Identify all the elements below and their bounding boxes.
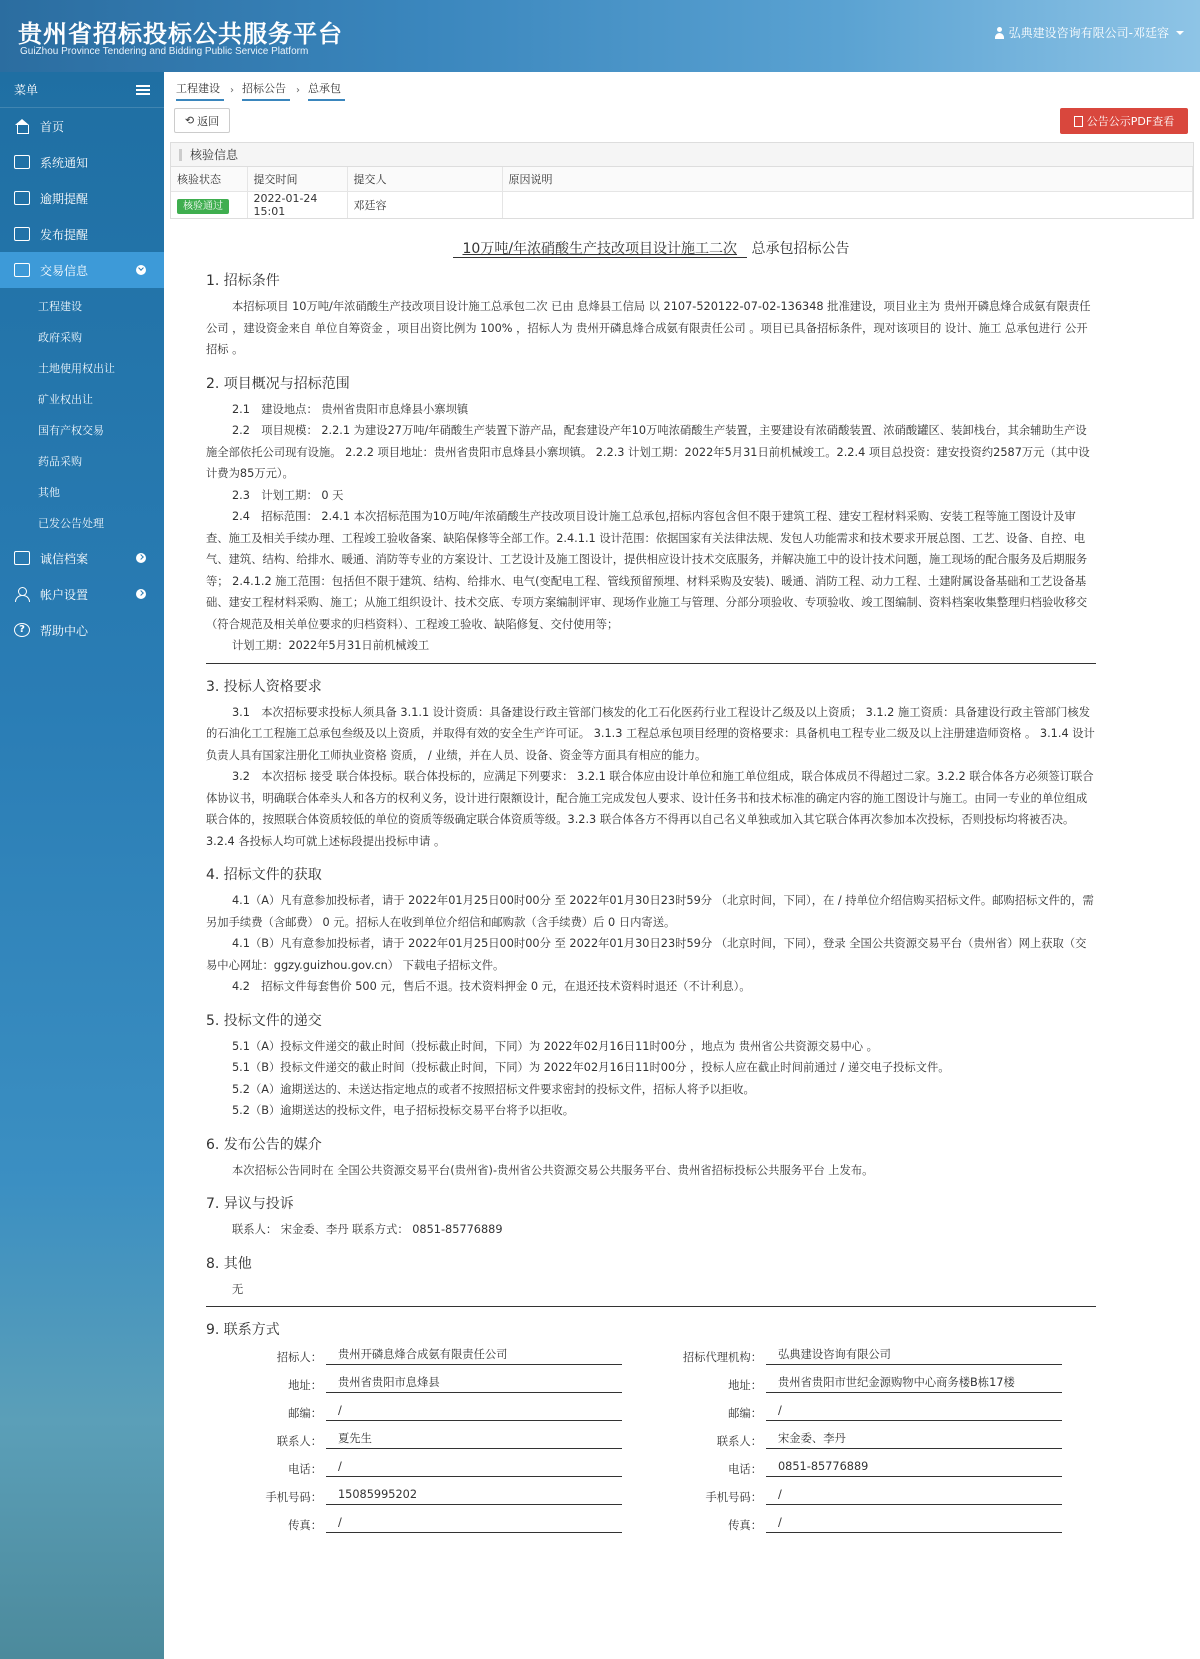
contact-value: 0851-85776889 xyxy=(766,1457,1062,1477)
section-heading: 3. 投标人资格要求 xyxy=(206,678,322,695)
submenu-item[interactable]: 国有产权交易 xyxy=(38,423,104,437)
contact-label: 手机号码： xyxy=(705,1491,762,1504)
contact-value: / xyxy=(766,1401,1062,1421)
contact-label: 传真： xyxy=(288,1519,322,1532)
main-content xyxy=(164,72,1200,1659)
contact-label: 地址： xyxy=(728,1379,762,1392)
breadcrumb-separator-icon: › xyxy=(230,85,234,96)
user-menu[interactable] xyxy=(994,24,1184,41)
contact-label: 邮编： xyxy=(728,1407,762,1420)
contact-row xyxy=(206,1513,622,1533)
announcement-document xyxy=(206,238,1096,1545)
paragraph: 无 xyxy=(232,1282,244,1296)
contact-value: / xyxy=(766,1485,1062,1505)
sidebar-item-notice[interactable] xyxy=(0,144,164,180)
contact-row xyxy=(206,1345,622,1365)
contact-label: 传真： xyxy=(728,1519,762,1532)
submenu-item[interactable]: 土地使用权出让 xyxy=(38,361,115,375)
section-heading: 4. 招标文件的获取 xyxy=(206,867,322,883)
sidebar-item-account[interactable] xyxy=(0,576,164,612)
sidebar-item-publish[interactable] xyxy=(0,216,164,252)
document-title xyxy=(206,238,1096,258)
contact-label: 联系人： xyxy=(716,1435,762,1448)
contact-value: / xyxy=(766,1513,1062,1533)
contact-row xyxy=(646,1345,1062,1365)
breadcrumb-separator-icon: › xyxy=(296,85,300,96)
column-header: 提交时间 xyxy=(247,167,347,191)
contact-row xyxy=(646,1401,1062,1421)
sidebar xyxy=(0,72,164,1659)
contact-value: 贵州省贵阳市世纪金源购物中心商务楼B栋17楼 xyxy=(766,1373,1062,1393)
contact-row xyxy=(206,1457,622,1477)
paragraph: 本招标项目 10万吨/年浓硝酸生产技改项目设计施工总承包二次 已由 息烽县工信局 以 2107-520122-07-02-136348 批准建设，项目业主为 贵州开磷息烽合成氨有限责任公司 ，建设资金来自 单位自筹资金 ，项目出资比例为 100% ，招标人为 贵州开磷息烽合成氨有限责任公司 。项目已具备招标条件，现对该项目的 设计、施工 总承包进行 公开招标 。 xyxy=(206,300,1091,356)
contact-row xyxy=(206,1373,622,1393)
breadcrumb-item[interactable]: 招标公告 xyxy=(242,80,290,101)
paragraph: 计划工期：2022年5月31日前机械竣工 xyxy=(232,639,430,652)
verify-panel xyxy=(170,142,1194,219)
sidebar-item-label: 首页 xyxy=(40,119,65,134)
title-project: 10万吨/年浓硝酸生产技改项目设计施工二次 xyxy=(453,241,748,258)
back-button[interactable] xyxy=(174,108,230,133)
contact-row xyxy=(646,1485,1062,1505)
sidebar-item-credit[interactable] xyxy=(0,540,164,576)
column-header: 原因说明 xyxy=(502,167,1193,191)
sidebar-item-label: 交易信息 xyxy=(40,263,89,278)
divider xyxy=(206,663,1096,664)
paragraph: 3.2 本次招标 接受 联合体投标。联合体投标的，应满足下列要求： 3.2.1 联合体应由设计单位和施工单位组成，联合体成员不得超过二家。3.2.2 联合体各方必须签订联合体协议书，明确联合体牵头人和各方的权利义务，设计进行限额设计，配合施工完成发包人要求、设计任务书和技术标准的确定内容的施工图设计与施工。由同一专业的单位组成联合体的，按照联合体资质较低的单位的资质等级确定联合体资质等级。3.2.3 联合体各方不得再以自己名义单独或加入其它联合体再次参加本次投标，否则投标均将被否决。3.2.4 各投标人均可就上述标段提出投标申请 。 xyxy=(206,770,1094,848)
contact-value: 宋金委、李丹 xyxy=(766,1429,1062,1449)
contact-value: / xyxy=(326,1513,622,1533)
contact-label: 邮编： xyxy=(288,1407,322,1420)
submenu-item[interactable]: 药品采购 xyxy=(38,454,82,468)
sidebar-item-trade[interactable] xyxy=(0,252,164,288)
section-heading: 6. 发布公告的媒介 xyxy=(206,1136,322,1153)
status-cell xyxy=(171,191,247,218)
sidebar-item-help[interactable] xyxy=(0,612,164,648)
submenu-item[interactable]: 已发公告处理 xyxy=(38,516,104,530)
verify-table xyxy=(171,167,1193,218)
paragraph: 5.2（B）逾期送达的投标文件，电子招标投标交易平台将予以拒收。 xyxy=(232,1104,575,1117)
time-cell: 2022-01-24 15:01 xyxy=(247,191,347,218)
list-icon xyxy=(14,227,30,241)
menu-label: 菜单 xyxy=(14,83,39,97)
sidebar-item-label: 帮助中心 xyxy=(40,623,89,638)
pdf-icon xyxy=(1074,116,1083,127)
section-heading: 2. 项目概况与招标范围 xyxy=(206,375,350,392)
contact-value: / xyxy=(326,1457,622,1477)
person-cell: 邓廷容 xyxy=(347,191,502,218)
paragraph: 5.1（A）投标文件递交的截止时间（投标截止时间，下同）为 2022年02月16日11时00分 ，地点为 贵州省公共资源交易中心 。 xyxy=(232,1039,878,1053)
sidebar-item-overdue[interactable] xyxy=(0,180,164,216)
paragraph: 2.4 招标范围： 2.4.1 本次招标范围为10万吨/年浓硝酸生产技改项目设计施工总承包,招标内容包含但不限于建筑工程、建安工程材料采购、安装工程等施工图设计及审查、施工及相关手续办理、工程竣工验收备案、缺陷保修等全部工作。2.4.1.1 设计范围：依据国家有关法律法规、发包人功能需求和技术要求开展总图、工艺、设备、自控、电气、建筑、结构、给排水、暖通、消防等专业的方案设计、工艺设计及施工图设计，提供相应设计技术交底服务，并解决施工中的设计技术问题，施工现场的配合服务及后期服务等； 2.4.1.2 施工范围：包括但不限于建筑、结构、给排水、电气(变配电工程、管线预留预埋、材料采购及安装)、暖通、消防工程、动力工程、土建附属设备基础和工艺设备基础、建安工程材料采购、施工；从施工组织设计、技术交底、专项方案编制评审、现场作业施工与管理、分部分项验收、专项验收、竣工图编制、资料档案收集整理归档验收移交（符合规范及相关单位要求的归档资料）、工程竣工验收、缺陷修复、交付使用等； xyxy=(206,510,1088,631)
section-heading: 7. 异议与投诉 xyxy=(206,1196,294,1212)
contact-row xyxy=(206,1401,622,1421)
paragraph: 5.2（A）逾期送达的、未送达指定地点的或者不按照招标文件要求密封的投标文件，招标人将予以拒收。 xyxy=(232,1082,755,1096)
paragraph: 2.3 计划工期： 0 天 xyxy=(232,488,344,502)
back-label: 返回 xyxy=(197,114,220,128)
contact-label: 联系人： xyxy=(276,1435,322,1448)
contact-row xyxy=(646,1373,1062,1393)
contact-label: 招标人： xyxy=(276,1351,322,1364)
contact-label: 地址： xyxy=(288,1379,322,1392)
top-header xyxy=(0,0,1200,72)
site-title: 贵州省招标投标公共服务平台 xyxy=(18,20,343,48)
user-name: 弘典建设咨询有限公司-邓廷容 xyxy=(1008,26,1169,40)
back-icon: ⟲ xyxy=(184,114,195,127)
contact-row xyxy=(646,1429,1062,1449)
reason-cell xyxy=(502,191,1193,218)
contact-row xyxy=(206,1485,622,1505)
verify-title: 核验信息 xyxy=(171,143,1193,167)
sidebar-item-label: 发布提醒 xyxy=(40,227,89,242)
sidebar-item-label: 诚信档案 xyxy=(40,551,89,566)
contact-value: / xyxy=(326,1401,622,1421)
chevron-right-icon xyxy=(136,553,146,563)
home-icon xyxy=(14,119,30,133)
table-row xyxy=(171,191,1193,218)
submenu-item[interactable]: 政府采购 xyxy=(38,330,82,344)
site-subtitle: GuiZhou Province Tendering and Bidding Public Service Platform xyxy=(20,46,309,57)
breadcrumb xyxy=(176,80,351,101)
contact-value: 15085995202 xyxy=(326,1485,622,1505)
user-icon xyxy=(994,27,1005,39)
user-icon xyxy=(14,587,30,601)
sidebar-item-label: 逾期提醒 xyxy=(40,191,89,206)
submenu-item[interactable]: 矿业权出让 xyxy=(38,392,93,406)
trade-submenu xyxy=(0,288,164,540)
title-suffix: 总承包招标公告 xyxy=(751,241,850,257)
contact-label: 电话： xyxy=(288,1463,322,1476)
status-badge: 核验通过 xyxy=(177,199,229,214)
paragraph: 2.1 建设地点： 贵州省贵阳市息烽县小寨坝镇 xyxy=(232,402,469,416)
menu-header xyxy=(0,72,164,108)
contact-value: 弘典建设咨询有限公司 xyxy=(766,1345,1062,1365)
paragraph: 2.2 项目规模： 2.2.1 为建设27万吨/年硝酸生产装置下游产品，配套建设产年10万吨浓硝酸生产装置，主要建设有浓硝酸装置、浓硝酸罐区、装卸栈台，其余辅助生产设施全部依托公司现有设施。 2.2.2 项目地址：贵州省贵阳市息烽县小寨坝镇。 2.2.3 计划工期：2022年5月31日前机械竣工。2.2.4 项目总投资：建安投资约2587万元（其中设计费为85万元）。 xyxy=(206,424,1090,480)
breadcrumb-item[interactable]: 工程建设 xyxy=(176,80,224,101)
chevron-right-icon xyxy=(136,589,146,599)
section-heading: 1. 招标条件 xyxy=(206,273,280,289)
breadcrumb-item[interactable]: 总承包 xyxy=(308,80,345,101)
paragraph: 本次招标公告同时在 全国公共资源交易平台(贵州省)-贵州省公共资源交易公共服务平台、贵州省招标投标公共服务平台 上发布。 xyxy=(232,1163,874,1177)
contact-row xyxy=(646,1457,1062,1477)
submenu-item[interactable]: 工程建设 xyxy=(38,299,82,313)
pdf-label: 公告公示PDF查看 xyxy=(1086,115,1175,128)
caret-down-icon xyxy=(1176,31,1184,35)
chevron-down-icon xyxy=(136,265,146,275)
list-icon xyxy=(14,263,30,277)
column-header: 核验状态 xyxy=(171,167,247,191)
contact-label: 招标代理机构： xyxy=(682,1351,762,1364)
paragraph: 联系人： 宋金委、李丹 联系方式： 0851-85776889 xyxy=(232,1223,503,1236)
contact-label: 电话： xyxy=(728,1463,762,1476)
section-heading: 8. 其他 xyxy=(206,1255,252,1272)
paragraph: 4.1（A）凡有意参加投标者，请于 2022年01月25日00时00分 至 2022年01月30日23时59分 （北京时间，下同），在 / 持单位介绍信购买招标文件。邮购招标文件的，需另加手续费（含邮费） 0 元。招标人在收到单位介绍信和邮购款（含手续费）后 0 日内寄送。 xyxy=(206,894,1094,929)
paragraph: 3.1 本次招标要求投标人须具备 3.1.1 设计资质：具备建设行政主管部门核发的化工石化医药行业工程设计乙级及以上资质； 3.1.2 施工资质：具备建设行政主管部门核发的石油化工工程施工总承包叁级及以上资质，并取得有效的安全生产许可证。 3.1.3 工程总承包项目经理的资格要求：具备机电工程专业二级及以上注册建造师资格 。 3.1.4 设计负责人具有国家注册化工师执业资格 资质， / 业绩，并在人员、设备、资金等方面具有相应的能力。 xyxy=(206,705,1095,762)
paragraph: 4.1（B）凡有意参加投标者，请于 2022年01月25日00时00分 至 2022年01月30日23时59分 （北京时间，下同），登录 全国公共资源交易平台（贵州省）网上获取（交易中心网址：ggzy.guizhou.gov.cn） 下载电子招标文件。 xyxy=(206,937,1087,972)
sidebar-item-label: 系统通知 xyxy=(40,155,89,170)
archive-icon xyxy=(14,551,30,565)
paragraph: 5.1（B）投标文件递交的截止时间（投标截止时间，下同）为 2022年02月16日11时00分 ，投标人应在截止时间前通过 / 递交电子投标文件。 xyxy=(232,1061,950,1074)
help-icon: ? xyxy=(14,623,30,637)
contact-value: 贵州开磷息烽合成氨有限责任公司 xyxy=(326,1345,622,1365)
column-header: 提交人 xyxy=(347,167,502,191)
list-icon xyxy=(14,191,30,205)
sidebar-item-home[interactable] xyxy=(0,108,164,144)
divider xyxy=(206,1306,1096,1307)
section-heading: 9. 联系方式 xyxy=(206,1322,280,1338)
contact-grid xyxy=(206,1345,1096,1545)
monitor-icon xyxy=(14,155,30,169)
action-bar xyxy=(170,106,1200,136)
contact-row xyxy=(206,1429,622,1449)
sidebar-item-label: 帐户设置 xyxy=(40,587,89,602)
paragraph: 4.2 招标文件每套售价 500 元，售后不退。技术资料押金 0 元，在退还技术资料时退还（不计利息）。 xyxy=(232,980,751,993)
contact-row xyxy=(646,1513,1062,1533)
contact-value: 贵州省贵阳市息烽县 xyxy=(326,1373,622,1393)
contact-label: 手机号码： xyxy=(265,1491,322,1504)
submenu-item[interactable]: 其他 xyxy=(38,485,60,499)
pdf-view-button[interactable] xyxy=(1060,108,1188,134)
section-heading: 5. 投标文件的递交 xyxy=(206,1012,322,1029)
hamburger-icon[interactable] xyxy=(136,85,150,95)
contact-value: 夏先生 xyxy=(326,1429,622,1449)
